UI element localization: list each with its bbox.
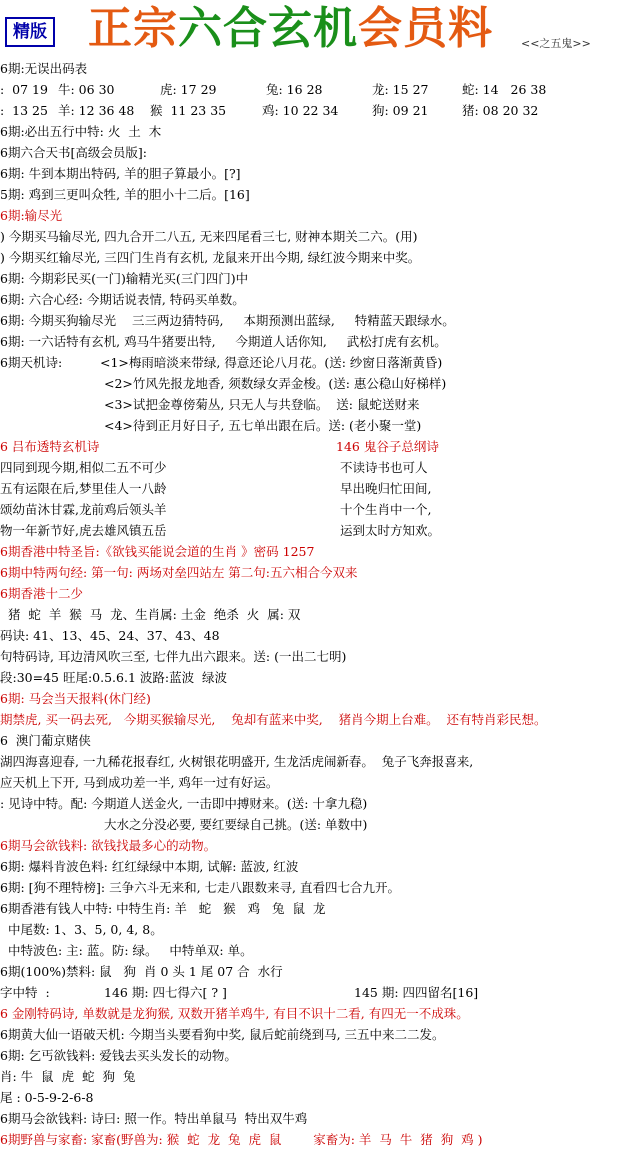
edition-badge: 精版	[5, 17, 55, 47]
tianji-line-2: <2>竹风先报龙地香, 须数绿女弄金梭。(送: 惠公稳山好梯样)	[104, 376, 447, 391]
text-line: : 见诗中特。配: 今期道人送金火, 一击即中搏财来。(送: 十拿九稳)	[0, 796, 368, 811]
zodiac-row-2: : 13 25 羊: 12 36 48 猴 11 23 35 鸡: 10 22 34 狗: 09 21 猪: 08 20 32	[0, 103, 539, 118]
tianji-line-3: <3>试把金尊傍菊丛, 只无人与共登临。 送: 鼠蛇送财来	[104, 397, 420, 412]
poem-line-3: 颂幼苗沐甘霖,龙前鸡后领头羊 十个生肖中一个,	[0, 502, 432, 517]
text-line: 6 澳门葡京赌侠	[0, 733, 91, 748]
tianji-line-1: 6期天机诗: <1>梅雨暗淡来带绿, 得意还论八月花。(送: 纱窗日落渐黄昏)	[0, 355, 443, 370]
text-line: 6 金刚特码诗, 单数就是龙狗猴, 双数开猪羊鸡牛, 有目不识十二看, 有四无一不成珠。	[0, 1006, 469, 1021]
text-line: 6期野兽与家畜: 家畜(野兽为: 猴 蛇 龙 兔 虎 鼠 家畜为: 羊 马 牛 猪 狗 鸡 )	[0, 1132, 483, 1147]
text-line: 中尾数: 1、3、5, 0, 4, 8。	[0, 922, 163, 937]
title-part-4: 会员料	[358, 3, 493, 54]
text-line: 6期:必出五行中特: 火 土 木	[0, 124, 162, 139]
text-line: 6期: 今期买狗输尽光 三三两边猜特码, 本期预测出蓝绿, 特精蓝天跟绿水。	[0, 313, 455, 328]
text-line: 段:30=45 旺尾:0.5.6.1 波路:蓝波 绿波	[0, 670, 228, 685]
text-line: 6期: 六合心经: 今期话说表情, 特码买单数。	[0, 292, 245, 307]
text-line: 肖: 牛 鼠 虎 蛇 狗 兔	[0, 1069, 136, 1084]
text-line: 5期: 鸡到三更叫众牲, 羊的胆小十二后。[16]	[0, 187, 250, 202]
text-line: 6期中特两句经: 第一句: 两场对垒四站左 第二句:五六相合今双来	[0, 565, 358, 580]
text-line: ) 今期买红输尽光, 三四门生肖有玄机, 龙鼠来开出今期, 绿红波今期来中奖。	[0, 250, 421, 265]
page-title	[88, 2, 493, 56]
text-line: 6期: 今期彩民买(一门)输精光买(三门四门)中	[0, 271, 249, 286]
page-header	[0, 0, 621, 58]
tianji-line-4: <4>待到正月好日子, 五七单出跟在后。送: (老小聚一堂)	[104, 418, 422, 433]
document-body	[0, 58, 621, 1150]
text-line: 6期(100%)禁料: 鼠 狗 肖 0 头 1 尾 07 合 水行	[0, 964, 283, 979]
text-line: 尾 : 0-5-9-2-6-8	[0, 1090, 94, 1105]
text-line: 6期六合天书[高级会员版]:	[0, 145, 147, 160]
zodiac-table-title: 6期:无误出码表	[0, 61, 88, 76]
text-line: 6期马会欲钱料: 诗曰: 照一作。特出单鼠马 特出双牛鸡	[0, 1111, 308, 1126]
text-line: 6期: 一六话特有玄机, 鸡马牛猪要出特, 今期道人话你知, 武松打虎有玄机。	[0, 334, 447, 349]
text-line: 中特波色: 主: 蓝。防: 绿。 中特单双: 单。	[0, 943, 253, 958]
text-line: 6期: 牛到本期出特码, 羊的胆子算最小。[?]	[0, 166, 241, 181]
title-part-2: 六合	[178, 3, 268, 54]
poem-line-1: 四同到现今期,相似二五不可少 不读诗书也可人	[0, 460, 428, 475]
text-line: 6期:输尽光	[0, 208, 63, 223]
mid-row: 字中特 : 146 期: 四七得六[ ? ] 145 期: 四四留名[16]	[0, 985, 479, 1000]
text-block-a	[0, 121, 621, 352]
text-line: 湖四海喜迎春, 一九稀花报春红, 火树银花明盛开, 生龙活虎闹新春。 兔子飞奔报喜来,	[0, 754, 474, 769]
text-line: 码诀: 41、13、45、24、37、43、48	[0, 628, 220, 643]
text-line: 6期: [狗不理特榜]: 三争六斗无来和, 七走八跟数来寻, 直看四七合九开。	[0, 880, 400, 895]
text-line: 猪 蛇 羊 猴 马 龙、生肖属: 土金 绝杀 火 属: 双	[0, 607, 301, 622]
text-block-b	[0, 541, 621, 814]
text-line: 期禁虎, 买一码去死, 今期买猴输尽光, 兔却有蓝来中奖, 猪肖今期上台难。 还有特肖彩民想。	[0, 712, 547, 727]
text-line: 应天机上下开, 马到成功差一半, 鸡年一过有好运。	[0, 775, 279, 790]
text-line: 6期香港十二少	[0, 586, 83, 601]
text-line: 句特码诗, 耳边清风吹三至, 七伴九出六跟来。送: (一出二七明)	[0, 649, 347, 664]
text-line: 6期香港中特圣旨:《欲钱买能说会道的生肖 》密码 1257	[0, 544, 315, 559]
header-subtag: <<之五鬼>>	[521, 37, 591, 50]
text-block-c	[0, 835, 621, 982]
text-line: 6期黄大仙一语破天机: 今期当头要看狗中奖, 鼠后蛇前绕到马, 三五中来二二发。	[0, 1027, 445, 1042]
text-line: ) 今期买马输尽光, 四九合开二八五, 无来四尾看三七, 财神本期关二六。(用)	[0, 229, 418, 244]
poem-titles: 6 吕布透特玄机诗 146 鬼谷子总纲诗	[0, 439, 439, 454]
text-line: 6期: 乞丐欲钱料: 爱钱去买头发长的动物。	[0, 1048, 237, 1063]
poem-line-4: 物一年新节好,虎去雄风镇五岳 运到太时方知欢。	[0, 523, 441, 538]
poem-line-2: 五有运限在后,梦里佳人一八龄 早出晚归忙田间,	[0, 481, 432, 496]
title-part-3: 玄机	[268, 3, 358, 54]
text-line: 6期马会欲钱料: 欲钱找最多心的动物。	[0, 838, 217, 853]
indent-line: 大水之分没必要, 要红要绿自己挑。(送: 单数中)	[104, 817, 368, 832]
text-line: 6期: 马会当天报料(休门经)	[0, 691, 151, 706]
zodiac-row-1: : 07 19 牛: 06 30 虎: 17 29 兔: 16 28 龙: 15 27 蛇: 14 26 38	[0, 82, 547, 97]
title-part-1: 正宗	[88, 3, 178, 54]
text-block-d	[0, 1003, 621, 1150]
text-line: 6期: 爆料肯波色料: 红红绿绿中本期, 试解: 蓝波, 红波	[0, 859, 299, 874]
text-line: 6期香港有钱人中特: 中特生肖: 羊 蛇 猴 鸡 兔 鼠 龙	[0, 901, 326, 916]
